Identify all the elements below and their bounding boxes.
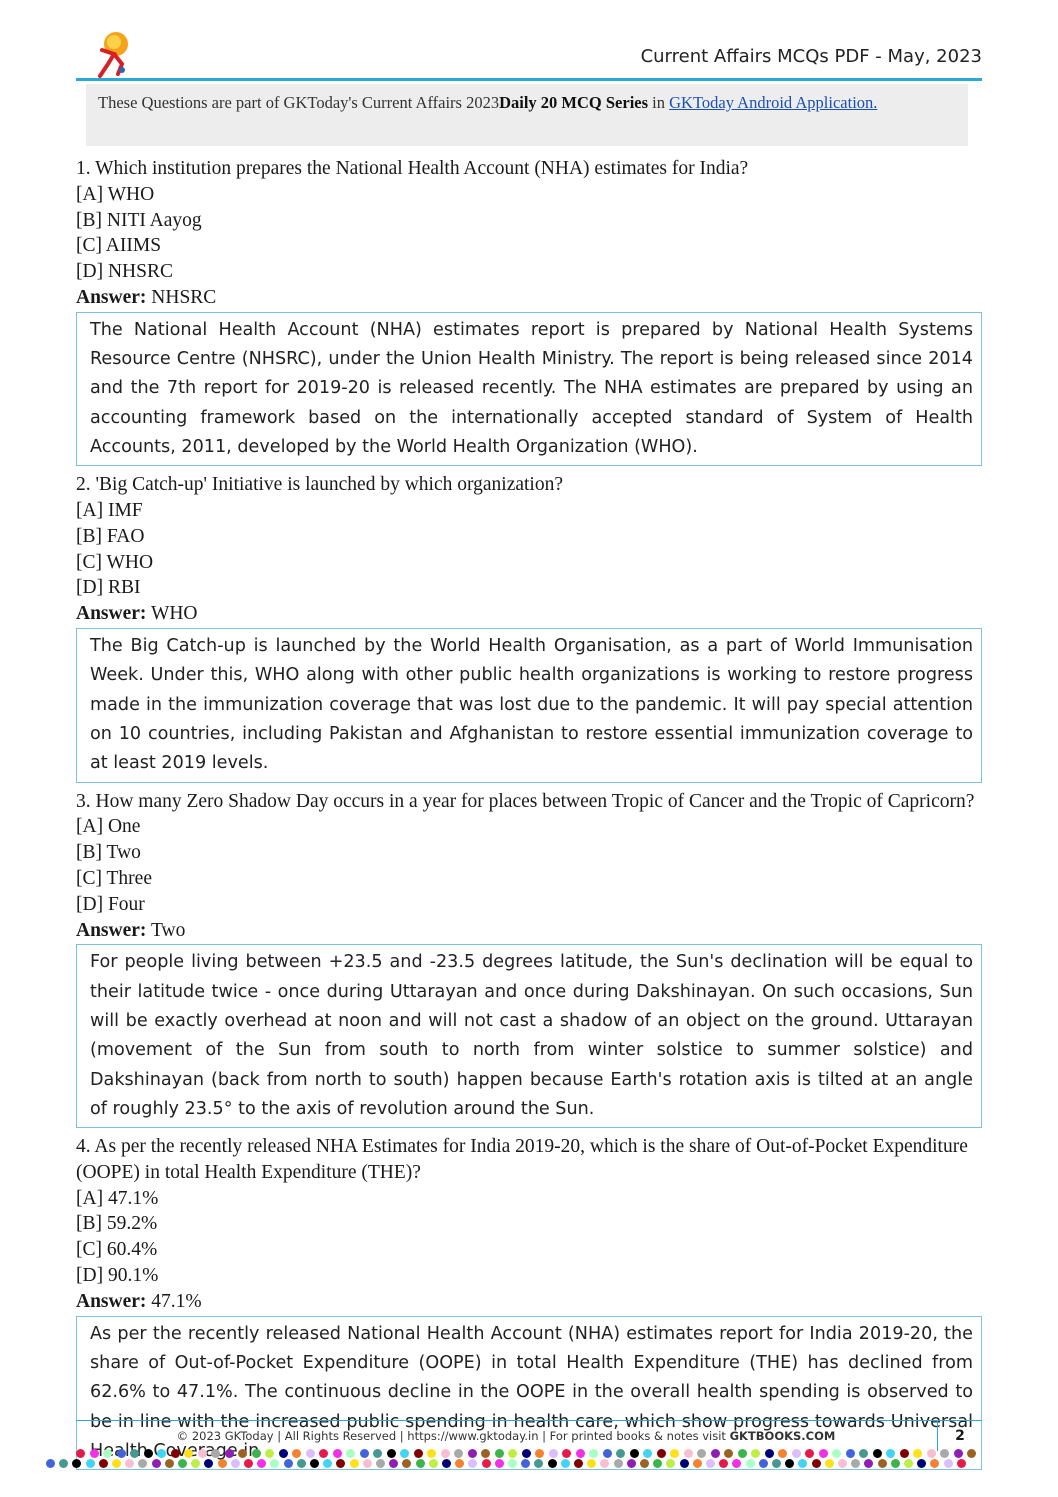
decorative-dot xyxy=(711,1449,720,1458)
decorative-dot xyxy=(46,1459,55,1468)
decorative-dot xyxy=(130,1449,139,1458)
decorative-dot xyxy=(86,1459,95,1468)
decorative-dot xyxy=(589,1449,598,1458)
decorative-dot xyxy=(495,1449,504,1458)
question-text: 3. How many Zero Shadow Day occurs in a year for places between Tropic of Cancer and the Tropic of Capricorn? xyxy=(76,790,975,812)
decorative-dot xyxy=(684,1449,693,1458)
decorative-dot xyxy=(548,1459,557,1468)
android-app-link[interactable]: GKToday Android Application. xyxy=(669,93,878,112)
explanation-box: The National Health Account (NHA) estimates report is prepared by National Health Systems Resource Centre (NHSRC), under the Union Health Ministry. The report is being released since 2014 and the 7th report for 2019-20 is released recently. The NHA estimates are prepared by using an accounting framework based on the internationally accepted standard of System of Health Accounts, 2011, developed by the World Health Organization (WHO). xyxy=(76,312,982,466)
decorative-dot xyxy=(614,1459,623,1468)
decorative-dot xyxy=(891,1459,900,1468)
decorative-dot xyxy=(657,1449,666,1458)
decorative-dot xyxy=(231,1459,240,1468)
decorative-dot xyxy=(482,1459,491,1468)
decorative-dot xyxy=(697,1449,706,1458)
decorative-dot xyxy=(225,1449,234,1458)
decorative-dot xyxy=(508,1449,517,1458)
decorative-dot xyxy=(846,1449,855,1458)
decorative-dot xyxy=(878,1459,887,1468)
explanation-box: The Big Catch-up is launched by the World Health Organisation, as a part of World Immunisation Week. Under this, WHO along with other public health organizations is working to restore progress made in the immunization coverage that was lost due to the pandemic. It will pay special attention on 10 countries, including Pakistan and Afghanistan to restore essential immunization coverage to at least 2019 levels. xyxy=(76,628,982,782)
decorative-dot xyxy=(211,1449,220,1458)
decorative-dot xyxy=(670,1449,679,1458)
decorative-dot xyxy=(495,1459,504,1468)
decorative-dot xyxy=(603,1449,612,1458)
decorative-dot xyxy=(252,1449,261,1458)
decorative-dot xyxy=(112,1459,121,1468)
answer-value: WHO xyxy=(150,603,198,625)
answer-line xyxy=(76,601,982,627)
decorative-dot xyxy=(904,1459,913,1468)
question-block xyxy=(76,472,982,782)
decorative-dot xyxy=(706,1459,715,1468)
option-a: [A] One xyxy=(76,816,141,838)
decorative-dot xyxy=(178,1459,187,1468)
footer-copyright: © 2023 GKToday | All Rights Reserved | https://www.gktoday.in | For printed books & notes visit xyxy=(176,1429,730,1443)
decorative-dot xyxy=(306,1449,315,1458)
notice-series: Daily 20 MCQ Series xyxy=(499,93,649,112)
decorative-dot xyxy=(967,1449,976,1458)
decorative-dot xyxy=(838,1459,847,1468)
decorative-dot xyxy=(819,1449,828,1458)
explanation-box: For people living between +23.5 and -23.5 degrees latitude, the Sun's declination will be equal to their latitude twice - once during Uttarayan and once during Dakshinayan. On such occasions, Sun will be exactly overhead at noon and will not cast a shadow of an object on the ground. Uttarayan (movement of the Sun from south to north from winter solstice to summer solstice) and Dakshinayan (back from north to south) happen because Earth's rotation axis is tilted at an angle of roughly 23.5° to the axis of revolution around the Sun. xyxy=(76,944,982,1128)
answer-label: Answer: xyxy=(76,1290,147,1312)
decorative-dot xyxy=(522,1449,531,1458)
decorative-dot xyxy=(576,1449,585,1458)
decorative-dot xyxy=(59,1459,68,1468)
decorative-dot xyxy=(265,1449,274,1458)
decorative-dot xyxy=(363,1459,372,1468)
answer-value: 47.1% xyxy=(151,1290,202,1312)
answer-line xyxy=(76,918,982,944)
decorative-dot xyxy=(292,1449,301,1458)
decorative-dot xyxy=(99,1459,108,1468)
decorative-dot xyxy=(535,1449,544,1458)
decorative-dot xyxy=(680,1459,689,1468)
decorative-dot xyxy=(284,1459,293,1468)
decorative-dot xyxy=(630,1449,639,1458)
decorative-dot xyxy=(886,1449,895,1458)
decorative-dot xyxy=(832,1449,841,1458)
decorative-dot xyxy=(198,1449,207,1458)
decorative-dot xyxy=(144,1449,153,1458)
decorative-dot xyxy=(574,1459,583,1468)
decorative-dot xyxy=(940,1449,949,1458)
decorative-dot xyxy=(693,1459,702,1468)
option-b: [B] NITI Aayog xyxy=(76,209,202,231)
option-b: [B] Two xyxy=(76,842,141,864)
decorative-dot xyxy=(738,1449,747,1458)
decorative-dot xyxy=(759,1459,768,1468)
option-b: [B] 59.2% xyxy=(76,1213,158,1235)
notice-middle: in xyxy=(648,93,670,112)
decorative-dot xyxy=(333,1449,342,1458)
decorative-dot xyxy=(900,1449,909,1458)
decorative-dot xyxy=(561,1459,570,1468)
answer-label: Answer: xyxy=(76,919,147,941)
option-d: [D] NHSRC xyxy=(76,261,173,283)
decorative-dot xyxy=(957,1459,966,1468)
decorative-dot xyxy=(238,1449,247,1458)
decorative-dot xyxy=(427,1449,436,1458)
footer-brand: GKTBOOKS.COM xyxy=(729,1429,836,1443)
explanation-box: As per the recently released National Health Account (NHA) estimates report for India 2019-20, the share of Out-of-Pocket Expenditure (OOPE) in total Health Expenditure (THE) has declined from 62.6% to 47.1%. The continuous decline in the OOPE in the overall health spending is observed to be in line with the increased public spending in health care, which show progress towards Universal Coverage in xyxy=(76,1316,982,1470)
decorative-dot xyxy=(279,1449,288,1458)
footer-text xyxy=(76,1429,936,1443)
decorative-dot xyxy=(640,1459,649,1468)
header-divider xyxy=(76,78,982,81)
option-a: [A] IMF xyxy=(76,500,143,522)
decorative-dot xyxy=(387,1449,396,1458)
questions-list xyxy=(76,156,982,1476)
decorative-dot xyxy=(360,1449,369,1458)
decorative-dot xyxy=(616,1449,625,1458)
decorative-dot xyxy=(157,1449,166,1458)
option-a: [A] WHO xyxy=(76,183,155,205)
decorative-dot xyxy=(297,1459,306,1468)
decorative-dot xyxy=(825,1459,834,1468)
answer-value: Two xyxy=(150,919,186,941)
decorative-dot xyxy=(927,1449,936,1458)
option-b: [B] FAO xyxy=(76,525,145,547)
page-number: 2 xyxy=(937,1421,982,1451)
decorative-dot xyxy=(373,1449,382,1458)
decorative-dot xyxy=(778,1449,787,1458)
option-c: [C] 60.4% xyxy=(76,1239,158,1261)
decorative-dot xyxy=(244,1459,253,1468)
decorative-dot xyxy=(562,1449,571,1458)
decorative-dot xyxy=(171,1449,180,1458)
page-header xyxy=(76,28,982,80)
question-text: 1. Which institution prepares the National Health Account (NHA) estimates for India? xyxy=(76,158,749,179)
decorative-dot xyxy=(751,1449,760,1458)
decorative-dot xyxy=(441,1449,450,1458)
decorative-dot xyxy=(152,1459,161,1468)
decorative-dot xyxy=(376,1459,385,1468)
decorative-dot xyxy=(117,1449,126,1458)
question-text: 2. 'Big Catch-up' Initiative is launched by which organization? xyxy=(76,474,564,496)
option-d: [D] Four xyxy=(76,893,145,915)
decorative-dot xyxy=(549,1449,558,1458)
option-d: [D] RBI xyxy=(76,577,141,599)
decorative-dot xyxy=(859,1449,868,1458)
question-text: 4. As per the recently released NHA Estimates for India 2019-20, which is the share of Out-of-Pocket Expenditure (OOPE) in total Health Expenditure (THE)? xyxy=(76,1136,968,1183)
option-c: [C] Three xyxy=(76,867,152,889)
decorative-dot xyxy=(873,1449,882,1458)
answer-line xyxy=(76,285,982,311)
gktoday-logo-icon xyxy=(92,30,136,78)
decorative-dot xyxy=(400,1449,409,1458)
decorative-dot xyxy=(454,1449,463,1458)
decorative-dot xyxy=(812,1459,821,1468)
decorative-dot xyxy=(442,1459,451,1468)
decorative-dot xyxy=(103,1449,112,1458)
decorative-dot xyxy=(765,1449,774,1458)
question-block xyxy=(76,789,982,1129)
decorative-dot xyxy=(913,1449,922,1458)
answer-label: Answer: xyxy=(76,286,147,308)
option-a: [A] 47.1% xyxy=(76,1187,159,1209)
decorative-dot xyxy=(310,1459,319,1468)
decorative-dot xyxy=(416,1459,425,1468)
decorative-dot xyxy=(724,1449,733,1458)
decorative-dot xyxy=(627,1459,636,1468)
decorative-dot xyxy=(805,1449,814,1458)
decorative-dot xyxy=(350,1459,359,1468)
decorative-dot xyxy=(429,1459,438,1468)
decorative-dot xyxy=(954,1449,963,1458)
series-notice xyxy=(86,84,968,146)
decorative-dot xyxy=(90,1449,99,1458)
answer-value: NHSRC xyxy=(151,286,217,308)
option-d: [D] 90.1% xyxy=(76,1265,159,1287)
decorative-dot xyxy=(468,1449,477,1458)
decorative-dot xyxy=(319,1449,328,1458)
decorative-dot xyxy=(508,1459,517,1468)
option-c: [C] WHO xyxy=(76,551,154,573)
decorative-dot xyxy=(218,1459,227,1468)
decorative-dot xyxy=(165,1459,174,1468)
decorative-dot xyxy=(481,1449,490,1458)
question-block xyxy=(76,156,982,466)
page-footer xyxy=(76,1420,982,1451)
decorative-dot xyxy=(76,1449,85,1458)
decorative-dot xyxy=(184,1449,193,1458)
option-c: [C] AIIMS xyxy=(76,235,162,257)
decorative-dot xyxy=(772,1459,781,1468)
decorative-dot xyxy=(346,1449,355,1458)
header-title: Current Affairs MCQs PDF - May, 2023 xyxy=(640,46,982,67)
decorative-dot xyxy=(792,1449,801,1458)
decorative-dot xyxy=(746,1459,755,1468)
answer-line xyxy=(76,1289,982,1315)
notice-prefix: These Questions are part of GKToday's Current Affairs 2023 xyxy=(98,93,500,112)
decorative-dot xyxy=(414,1449,423,1458)
decorative-dot xyxy=(643,1449,652,1458)
decorative-dot xyxy=(944,1459,953,1468)
answer-label: Answer: xyxy=(76,603,147,625)
